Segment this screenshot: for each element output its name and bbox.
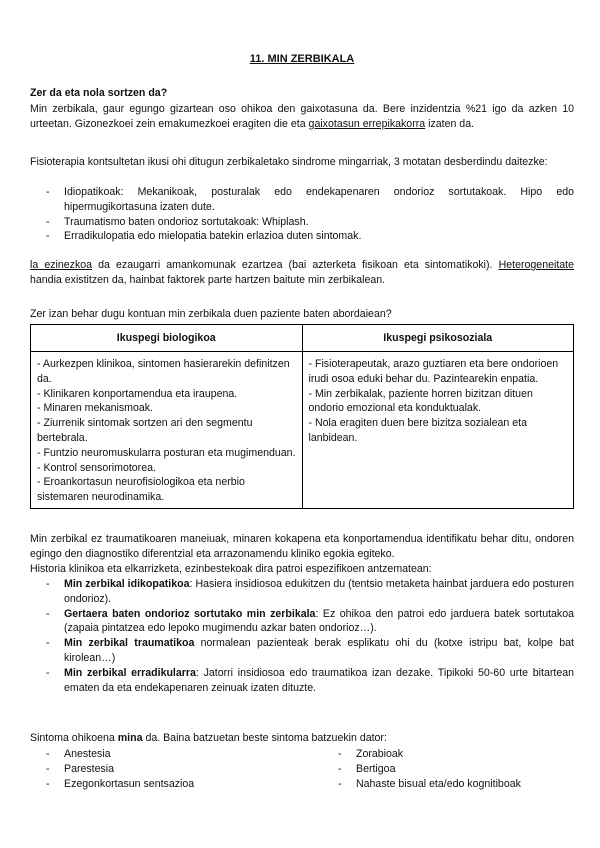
list-item: - Idiopatikoak: Mekanikoak, posturalak edo endekapenaren ondorioz sortutakoak. Hipo edo hipermugikortasuna izaten dute. xyxy=(30,185,574,215)
heterogeneity-text-b: handia existitzen da, hainbat faktorek parte hartzen baitute min zerbikalean. xyxy=(30,273,386,286)
table-cell-line: - Funtzio neuromuskularra posturan eta mugimenduan. xyxy=(37,446,296,459)
intro-paragraph xyxy=(30,102,574,132)
symptoms-intro-a: Sintoma ohikoena xyxy=(30,732,118,744)
pattern-title: Min zerbikal traumatikoa xyxy=(64,637,195,650)
table-cell-line: - Minaren mekanismoak. xyxy=(37,402,153,415)
list-item: - Traumatismo baten ondorioz sortutakoak: Whiplash. xyxy=(30,215,574,230)
types-paragraph: Fisioterapia kontsultetan ikusi ohi ditugun zerbikaletako sindrome mingarriak, 3 motatan desberdindu daitezke: xyxy=(30,156,548,168)
syndrome-types-list xyxy=(30,185,574,244)
table-cell-line: - Aurkezpen klinikoa, sintomen hasierarekin definitzen da. xyxy=(37,358,290,385)
symptoms-intro xyxy=(30,731,574,746)
symptoms-list-right xyxy=(322,747,574,791)
page-title: 11. MIN ZERBIKALA xyxy=(249,53,355,65)
pattern-title: Min zerbikal erradikularra xyxy=(64,666,196,679)
table-header-psychosocial: Ikuspegi psikosoziala xyxy=(302,325,574,352)
list-item xyxy=(30,577,574,607)
intro-text-a: Min zerbikala, gaur egungo gizartean oso ohikoa den gaixotasuna da. Bere inzidentzia %21 igo da azken 10 urteetan. Gizonezkoei zein emakumezkoei eragiten die eta xyxy=(30,103,574,130)
pattern-title: Gertaera baten ondorioz sortutako min zerbikala xyxy=(64,607,316,620)
recurrent-disease-underline: gaixotasun errepikakorra xyxy=(308,117,426,130)
heterogeneity-underline: Heterogeneitate xyxy=(498,259,574,271)
perspectives-table xyxy=(30,324,574,509)
pattern-text: normalean pazienteak berak esplikatu ohi du (kotxe istripu bat, kolpe bat kirolean…) xyxy=(64,637,574,664)
biological-cell xyxy=(31,352,303,509)
list-item xyxy=(30,607,574,637)
list-item xyxy=(30,666,574,696)
psychosocial-cell xyxy=(302,352,574,509)
intro-text-b: izaten da. xyxy=(425,117,475,130)
table-cell-line: - Klinikaren konportamendua eta iraupena. xyxy=(37,387,238,400)
patterns-list xyxy=(30,577,574,695)
heterogeneity-paragraph xyxy=(30,258,574,288)
pattern-text: : Hasiera insidiosoa edukitzen du (tentsio metaketa hainbat jarduera edo posturen ondorioz). xyxy=(64,578,575,605)
table-cell-line: - Kontrol sensorimotorea. xyxy=(37,461,156,474)
list-item: - Anestesia xyxy=(30,747,302,762)
history-paragraph: Historia klinikoa eta elkarrizketa, ezinbestekoak dira patroi espezifikoen antzematean: xyxy=(30,563,432,575)
pattern-text: : Jatorri insidiosoa edo traumatikoa izan dezake. Tipikoki 50-60 urte bitartean ematen da eta endekapenaren zeinuak izaten dituzte. xyxy=(64,666,574,694)
list-item: - Ezegonkortasun sentsazioa xyxy=(30,777,302,792)
table-cell-line: - Fisioterapeutak, arazo guztiaren eta bere ondorioen irudi osoa eduki behar du. Pazintearekin enpatia. xyxy=(308,358,559,385)
symptoms-intro-bold: mina xyxy=(117,732,143,744)
table-cell-line: - Nola eragiten duen bere bizitza sozialean eta lanbidean. xyxy=(308,417,527,444)
list-item: - Erradikulopatia edo mielopatia batekin erlazioa duten sintomak. xyxy=(30,229,574,244)
table-cell-line: - Min zerbikalak, paziente horren bizitzan dituen ondorio emozional eta konduktualak. xyxy=(308,387,533,415)
list-item: - Zorabioak xyxy=(322,747,574,762)
section-heading: Zer da eta nola sortzen da? xyxy=(30,87,168,99)
list-item: - Nahaste bisual eta/edo kognitiboak xyxy=(322,777,574,792)
list-item: - Bertigoa xyxy=(322,762,574,777)
impossible-underline: la ezinezkoa xyxy=(30,259,93,271)
symptoms-intro-b: da. Baina batzuetan beste sintoma batzuekin dator: xyxy=(142,732,387,744)
management-paragraph: Min zerbikal ez traumatikoaren maneiuak, minaren kokapena eta konportamendua identifikatu behar ditu, ondoren egingo den diagnostiko diferentzial eta arrazonamendu kliniko egokia egiteko. xyxy=(30,533,574,560)
pattern-text: : Ez ohikoa den patroi edo jarduera batek sortutakoa (zapaia pintatzea edo lepoko mugimendu azkar baten ondorioz…). xyxy=(64,607,574,635)
table-cell-line: - Eroankortasun neurofisiologikoa eta nerbio sistemaren neurodinamika. xyxy=(37,476,245,504)
list-item: - Parestesia xyxy=(30,762,302,777)
table-header-biological: Ikuspegi biologikoa xyxy=(31,325,303,352)
pattern-title: Min zerbikal idikopatikoa xyxy=(64,578,190,590)
list-item xyxy=(30,636,574,666)
heterogeneity-text-a: da ezaugarri amankomunak ezartzea (bai azterketa fisikoan eta sintomatikoki). xyxy=(92,259,499,271)
table-question: Zer izan behar dugu kontuan min zerbikala duen paziente baten abordaiean? xyxy=(30,308,392,320)
table-cell-line: - Ziurrenik sintomak sortzen ari den segmentu bertebrala. xyxy=(37,417,253,444)
symptoms-list-left xyxy=(30,747,302,791)
